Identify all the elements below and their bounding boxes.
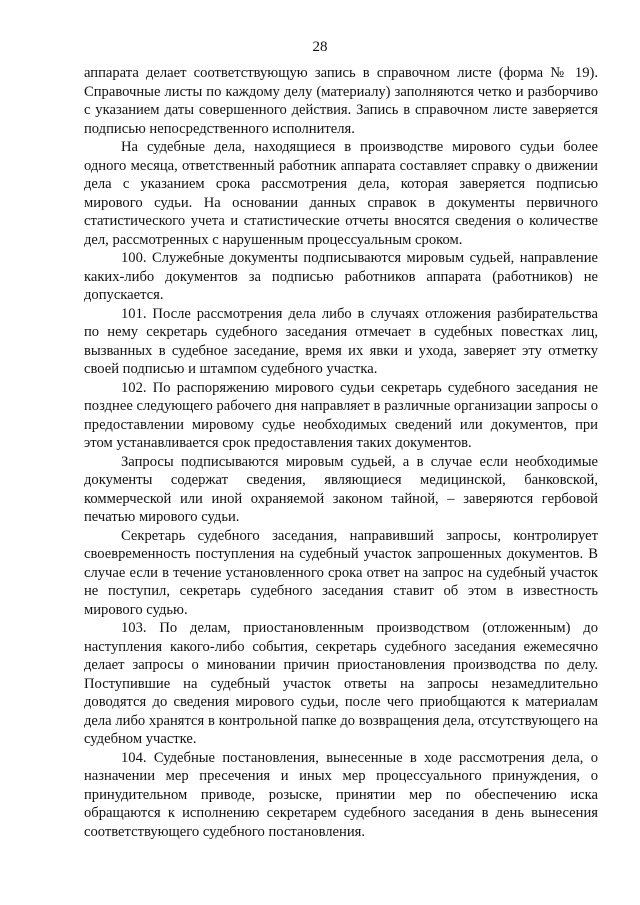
paragraph-item-101: 101. После рассмотрения дела либо в случаях отложения разбирательства по нему секретарь судебного заседания отмечает в судебных повестках лиц, вызванных в судебное заседание, время их явки и ухода, заверяет эту отметку своей подписью и штампом судебного участка. [84, 305, 598, 377]
paragraph-case-reference: На судебные дела, находящиеся в производстве мирового судьи более одного месяца, ответственный работник аппарата составляет справку о движении дела с указанием срока рассмотрения дела, которая заверяется подписью мирового судьи. На основании данных справок в документы первичного статистического учета и статистические отчеты вносятся сведения о количестве дел, рассмотренных с нарушенным процессуальным сроком. [84, 139, 598, 248]
paragraph-item-104: 104. Судебные постановления, вынесенные в ходе рассмотрения дела, о назначении мер пресечения и иных мер процессуального принуждения, о принудительном приводе, розыске, принятии мер по обеспечению иска обращаются к исполнению секретарем судебного заседания в день вынесения соответствующего судебного постановления. [84, 749, 598, 840]
document-body [84, 64, 598, 841]
paragraph-continuation: аппарата делает соответствующую запись в справочном листе (форма № 19). Справочные листы по каждому делу (материалу) заполняются четко и разборчиво с указанием даты совершенного действия. Запись в справочном листе заверяется подписью непосредственного исполнителя. [84, 65, 598, 137]
paragraph-requests-signing: Запросы подписываются мировым судьей, а в случае если необходимые документы содержат сведения, являющиеся медицинской, банковской, коммерческой или иной охраняемой законом тайной, – заверяются гербовой печатью мирового судьи. [84, 453, 598, 525]
paragraph-item-103: 103. По делам, приостановленным производством (отложенным) до наступления какого-либо события, секретарь судебного заседания ежемесячно делает запросы о миновании причин приостановления производства по делу. Поступившие на судебный участок ответы на запросы незамедлительно доводятся до сведения мирового судьи, после чего приобщаются к материалам дела либо хранятся в контрольной папке до возвращения дела, отсутствующего на судебном участке. [84, 620, 598, 747]
paragraph-item-100: 100. Служебные документы подписываются мировым судьей, направление каких-либо документов за подписью работников аппарата (работников) не допускается. [84, 250, 598, 303]
paragraph-item-102: 102. По распоряжению мирового судьи секретарь судебного заседания не позднее следующего рабочего дня направляет в различные организации запросы о предоставлении мировому судье необходимых сведений или документов, при этом устанавливается срок предоставления таких документов. [84, 379, 598, 451]
paragraph-requests-control: Секретарь судебного заседания, направивший запросы, контролирует своевременность поступления на судебный участок запрошенных документов. В случае если в течение установленного срока ответ на запрос на судебный участок не поступил, секретарь судебного заседания ставит об этом в известность мирового судью. [84, 527, 598, 618]
page-number: 28 [312, 39, 328, 55]
